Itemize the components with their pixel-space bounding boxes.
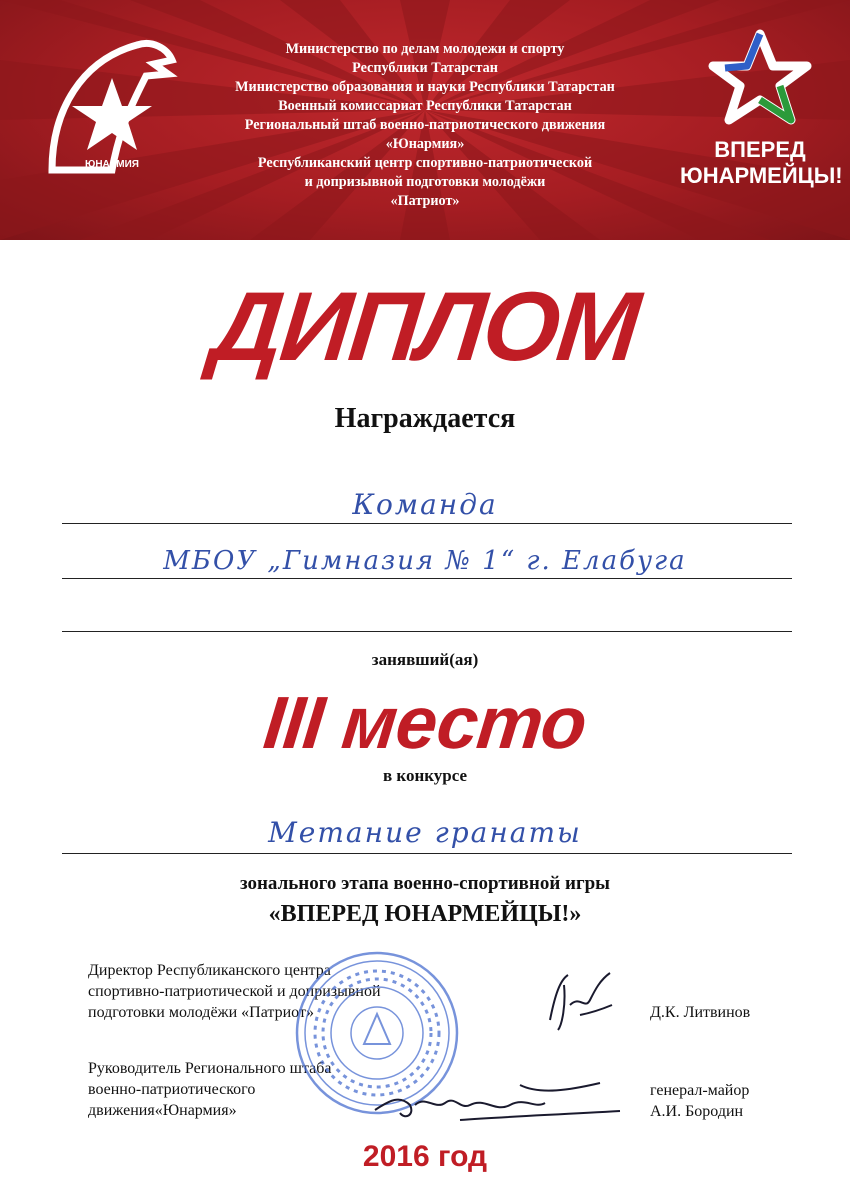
- role-line: военно-патриотического: [88, 1081, 256, 1098]
- signatory-2-fullname: А.И. Бородин: [650, 1103, 744, 1120]
- footer-year: 2016 год: [362, 1140, 488, 1173]
- role-line: Директор Республиканского центра: [88, 962, 331, 979]
- game-name: «ВПЕРЕД ЮНАРМЕЙЦЫ!»: [268, 901, 582, 927]
- header-line: Министерство по делам молодежи и спорту: [285, 41, 565, 57]
- right-logo-line2: ЮНАРМЕЙЦЫ!: [680, 163, 843, 188]
- header-line: Республиканский центр спортивно-патриотической: [257, 155, 593, 171]
- role-line: спортивно-патриотической и допризывной: [88, 983, 381, 1000]
- header-line: Министерство образования и науки Республики Татарстан: [235, 79, 615, 95]
- signatory-2-rank: генерал-майор: [650, 1082, 750, 1099]
- header-banner: [0, 0, 850, 240]
- header-line: Региональный штаб военно-патриотического движения: [244, 117, 606, 133]
- header-line: и допризывной подготовки молодёжи: [304, 174, 546, 190]
- right-logo-line1: ВПЕРЕД: [714, 137, 806, 162]
- header-line: Республики Татарстан: [352, 60, 498, 76]
- place-title: III место: [260, 681, 590, 764]
- recipient-line2: МБОУ „Гимназия № 1“ г. Елабуга: [163, 546, 687, 576]
- signature-2: [370, 1075, 630, 1135]
- awarded-label: Награждается: [334, 403, 516, 434]
- left-logo-text: ЮНАРМИЯ: [85, 159, 139, 170]
- header-line: Военный комиссариат Республики Татарстан: [278, 98, 572, 114]
- recipient-underline: [62, 523, 792, 524]
- header-line: «Патриот»: [390, 193, 460, 209]
- star-icon: [705, 28, 815, 128]
- diploma-title: ДИПЛОМ: [206, 271, 644, 381]
- role-line: движения«Юнармия»: [88, 1102, 237, 1119]
- contest-label: в конкурсе: [382, 766, 468, 785]
- recipient-underline: [62, 578, 792, 579]
- contest-name: Метание гранаты: [268, 816, 582, 849]
- header-line: «Юнармия»: [385, 136, 465, 152]
- yunarmia-eagle-star-logo: [42, 30, 182, 185]
- header-organizations: [190, 40, 660, 211]
- tricolor-star-logo: [680, 28, 843, 189]
- role-line: Руководитель Регионального штаба: [88, 1060, 332, 1077]
- signatory-1-name: Д.К. Литвинов: [650, 1004, 751, 1021]
- blank-underline: [62, 631, 792, 632]
- signatory-2-name: [650, 1080, 749, 1122]
- contest-underline: [62, 853, 792, 854]
- signature-1: [540, 965, 620, 1035]
- took-label: занявший(ая): [371, 650, 479, 669]
- recipient-line1: Команда: [352, 488, 498, 521]
- role-line: подготовки молодёжи «Патриот»: [88, 1004, 314, 1021]
- stage-label: зонального этапа военно-спортивной игры: [239, 873, 611, 894]
